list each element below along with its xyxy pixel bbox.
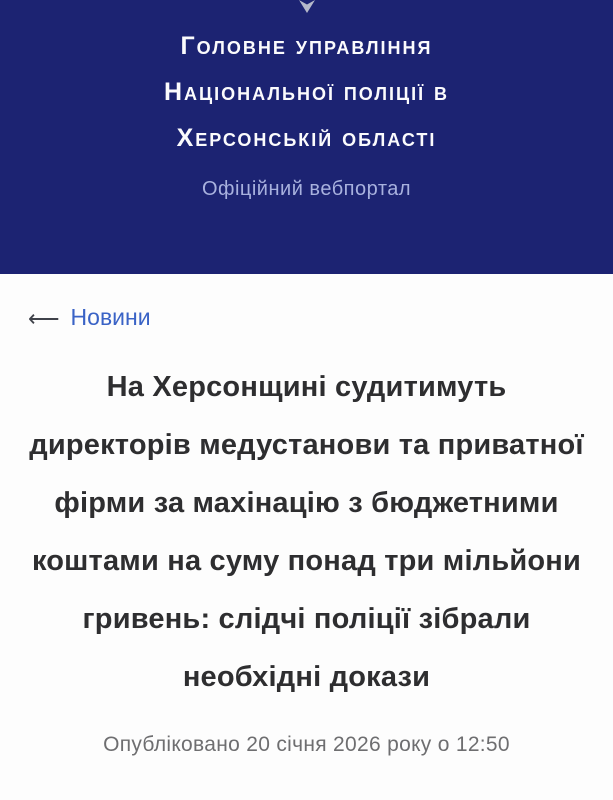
article-page	[0, 304, 613, 757]
article-title-line: необхідні докази	[182, 661, 431, 693]
site-subtitle: Офіційний вебпортал	[201, 178, 412, 200]
article-title-line: На Херсонщині судитимуть	[106, 371, 507, 403]
site-title-line: Національної поліції в	[163, 78, 450, 106]
site-title-line: Херсонській області	[176, 124, 437, 152]
article-title-line: гривень: слідчі поліції зібрали	[82, 603, 531, 635]
police-emblem-tip-icon	[299, 0, 315, 13]
left-arrow-icon: ⟵	[28, 305, 60, 331]
breadcrumb-label: Новини	[70, 304, 151, 330]
article-title	[20, 358, 593, 706]
back-to-news-link[interactable]	[28, 304, 151, 331]
site-title-line: Головне управління	[180, 32, 433, 60]
site-title	[0, 23, 613, 161]
site-header	[0, 0, 613, 274]
publish-date: Опубліковано 20 січня 2026 року о 12:50	[103, 733, 510, 756]
article-title-line: фірми за махінацію з бюджетними	[54, 487, 559, 519]
article-title-line: коштами на суму понад три мільйони	[31, 545, 582, 577]
article-title-line: директорів медустанови та приватної	[29, 429, 584, 461]
logo-wrap	[0, 0, 613, 14]
